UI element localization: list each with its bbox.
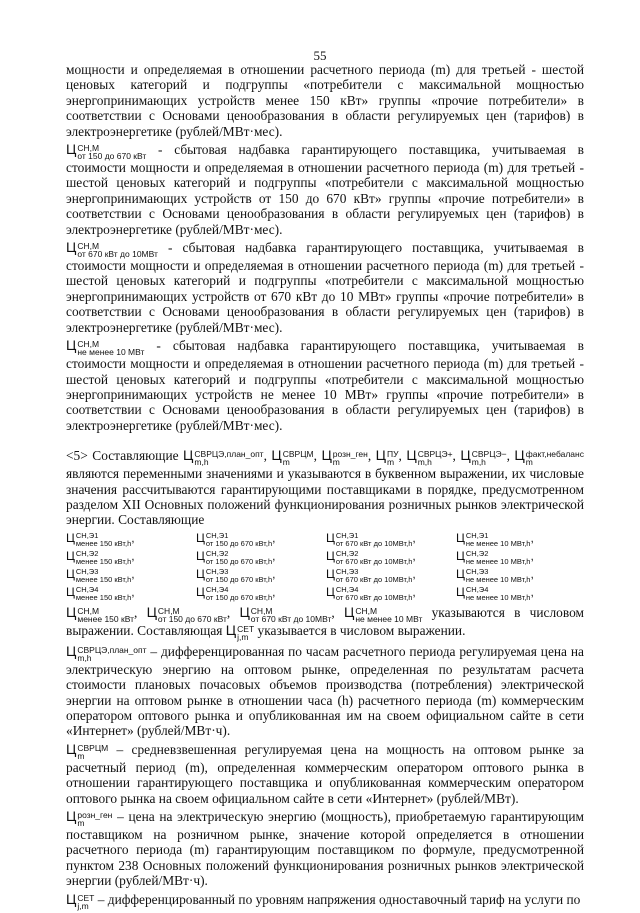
- paragraph-8: [66, 742, 584, 806]
- formula-symbol: Ц СН,М от 150 до 670 кВт: [66, 141, 147, 162]
- formula-symbol: Ц СН,М от 670 кВт до 10МВт: [239, 603, 332, 624]
- paragraph-7: [66, 644, 584, 739]
- paragraph-7-text: – дифференцированная по часам расчетного периода регулируемая цена на электрическую энергию на оптовом рынке, определенная по результатам расчета стоимости плановых почасовых объемов производства (потребления) электрической энергии на оптовом рынке в отношении часа (h) расчетного периода (m) коммерческим оператором оптового рынка и опубликованная им на своем официальном сайте в сети «Интернет» (рублей/МВт·ч).: [66, 643, 584, 739]
- paragraph-4: [66, 338, 584, 433]
- formula-symbol: Ц СН,Э1 от 150 до 670 кВт,h ,: [196, 530, 276, 548]
- paragraph-10: [66, 892, 584, 910]
- formula-symbol: Ц СВРЦЭ+ m,h: [406, 447, 453, 468]
- formula-symbol: Ц СН,Э1 не менее 10 МВт,h ,: [456, 530, 534, 548]
- paragraph-2-text: - сбытовая надбавка гарантирующего поставщика, учитываемая в стоимости мощности и определяемая в отношении расчетного периода (m) для третьей - шестой ценовых категорий и подгруппы «потребители с максимальной мощностью энергопринимающих устройств от 150 до 670 кВт» группы «прочие потребители» в соответствии с Основами ценообразования в области регулируемых цен (тарифов) в электроэнергетике (рублей/МВт·мес).: [66, 142, 584, 237]
- paragraph-4-text: - сбытовая надбавка гарантирующего поставщика, учитываемая в стоимости мощности и определяемая в отношении расчетного периода (m) для третьей - шестой ценовых категорий и подгруппы «потребители с максимальной мощностью энергопринимающих устройств не менее 10 МВт» группы «прочие потребители» в соответствии с Основами ценообразования в области регулируемых цен (тарифов) в электроэнергетике (рублей/МВт·мес).: [66, 338, 584, 433]
- formula-symbol: Ц СН,Э3 от 150 до 670 кВт,h ,: [196, 566, 276, 584]
- paragraph-3: [66, 240, 584, 335]
- formula-symbol: Ц СН,Э4 не менее 10 МВт,h ,: [456, 584, 534, 602]
- paragraph-1-text: мощности и определяемая в отношении расчетного периода (m) для третьей - шестой ценовых категорий и подгруппы «потребители с максимальной мощностью энергопринимающих устройств менее 150 кВт» группы «прочие потребители» в соответствии с Основами ценообразования в области регулируемых цен (тарифов) в электроэнергетике (рублей/МВт·мес).: [66, 62, 584, 139]
- paragraph-6: Ц СН,М менее 150 кВт , Ц СН,М от 150 до 670 кВт , Ц СН,М от 670 кВт до 10МВт , Ц СН,М не менее 10 МВт указываются в числовом выражении. Составляющая Ц СЕТ j,m указывается в числовом выражении.: [66, 603, 584, 642]
- paragraph-5: <5> Составляющие Ц СВРЦЭ,план_опт m,h , Ц СВРЦМ m , Ц розн_ген m , Ц ПУ m , Ц СВРЦЭ+ m,h , Ц СВРЦЭ− m,h , Ц факт,небаланс m являются переменными значениями и указываются в буквенном выражении, их числовые значения рассчитываются гарантирующими поставщиками в порядке, предусмотренном разделом XII Основных положений функционирования розничных рынков электрической энергии. Составляющие: [66, 447, 584, 528]
- paragraph-6-text-1: указываются в числовом выражении. Составляющая: [66, 604, 584, 638]
- paragraph-10-text: – дифференцированный по уровням напряжения одноставочный тариф на услуги по: [94, 891, 581, 907]
- document-body: [66, 62, 584, 913]
- formula-symbol: Ц СН,М от 150 до 670 кВт: [146, 603, 227, 624]
- formula-symbol: Ц СН,М не менее 10 МВт: [343, 603, 423, 624]
- formula-symbol: Ц СН,М не менее 10 МВт: [66, 337, 145, 358]
- formula-symbol: Ц СН,Э2 от 150 до 670 кВт,h ,: [196, 548, 276, 566]
- formula-symbol: Ц СВРЦЭ− m,h: [460, 447, 507, 468]
- formula-symbol: Ц СН,Э2 менее 150 кВт,h ,: [66, 548, 135, 566]
- formula-symbol: Ц СЕТ j,m: [225, 621, 255, 642]
- formula-symbol: Ц СН,Э3 не менее 10 МВт,h ,: [456, 566, 534, 584]
- formula-symbol: Ц СВРЦЭ,план_опт m,h: [183, 447, 264, 468]
- formula-symbol: Ц СН,Э4 от 150 до 670 кВт,h ,: [196, 584, 276, 602]
- formula-symbol: Ц СН,М менее 150 кВт: [66, 603, 134, 624]
- formula-symbol: Ц СН,Э3 от 670 кВт до 10МВт,h ,: [326, 566, 416, 584]
- formula-symbol: Ц розн_ген m: [321, 447, 368, 468]
- footnote-lead: <5> Составляющие: [66, 448, 184, 464]
- formula-symbol: Ц факт,небаланс m: [514, 447, 584, 468]
- formula-symbol: Ц СЕТ j,m: [66, 890, 95, 911]
- symbol-grid: [66, 531, 584, 602]
- formula-symbol: Ц СН,Э2 от 670 кВт до 10МВт,h ,: [326, 548, 416, 566]
- paragraph-2: [66, 142, 584, 237]
- formula-symbol: Ц СН,Э3 менее 150 кВт,h ,: [66, 566, 135, 584]
- paragraph-6-text-2: указывается в числовом выражении.: [254, 622, 466, 638]
- formula-symbol: Ц ПУ m: [375, 447, 399, 468]
- formula-symbol: Ц СВРЦМ m: [271, 447, 314, 468]
- formula-symbol: Ц розн_ген m: [66, 808, 113, 828]
- paragraph-9-text: – цена на электрическую энергию (мощность), приобретаемую гарантирующим поставщиком на розничном рынке, значение которой определяется в отношении расчетного периода (m) гарантирующим поставщиком по формуле, предусмотренной пунктом 238 Основных положений функционирования розничных рынков электрической энергии (рублей/МВт·ч).: [66, 809, 584, 889]
- paragraph-9: [66, 809, 584, 889]
- formula-symbol: Ц СВРЦЭ,план_опт m,h: [66, 642, 147, 663]
- formula-symbol: Ц СН,М от 670 кВт до 10МВт: [66, 239, 158, 260]
- formula-symbol: Ц СВРЦМ m: [66, 740, 109, 761]
- paragraph-1: [66, 62, 584, 139]
- paragraph-8-text: – средневзвешенная регулируемая цена на мощность на оптовом рынке за расчетный период (m), определенная коммерческим оператором оптового рынка в отношении гарантирующего поставщика и опубликованная коммерческим оператором оптового рынка на своем официальном сайте в сети «Интернет» (рублей/МВт).: [66, 741, 584, 806]
- page-number: 55: [313, 48, 327, 63]
- paragraph-5-text: являются переменными значениями и указываются в буквенном выражении, их числовые значения рассчитываются гарантирующими поставщиками в порядке, предусмотренном разделом XII Основных положений функционирования розничных рынков электрической энергии. Составляющие: [66, 466, 584, 528]
- formula-symbol: Ц СН,Э2 не менее 10 МВт,h ,: [456, 548, 534, 566]
- formula-symbol: Ц СН,Э4 менее 150 кВт,h ,: [66, 584, 135, 602]
- formula-symbol: Ц СН,Э1 от 670 кВт до 10МВт,h ,: [326, 530, 416, 548]
- formula-symbol: Ц СН,Э1 менее 150 кВт,h ,: [66, 530, 135, 548]
- formula-symbol: Ц СН,Э4 от 670 кВт до 10МВт,h ,: [326, 584, 416, 602]
- paragraph-3-text: - сбытовая надбавка гарантирующего поставщика, учитываемая в стоимости мощности и определяемая в отношении расчетного периода (m) для третьей - шестой ценовых категорий и подгруппы «потребители с максимальной мощностью энергопринимающих устройств от 670 кВт до 10 МВт» группы «прочие потребители» в соответствии с Основами ценообразования в области регулируемых цен (тарифов) в электроэнергетике (рублей/МВт·мес).: [66, 240, 584, 335]
